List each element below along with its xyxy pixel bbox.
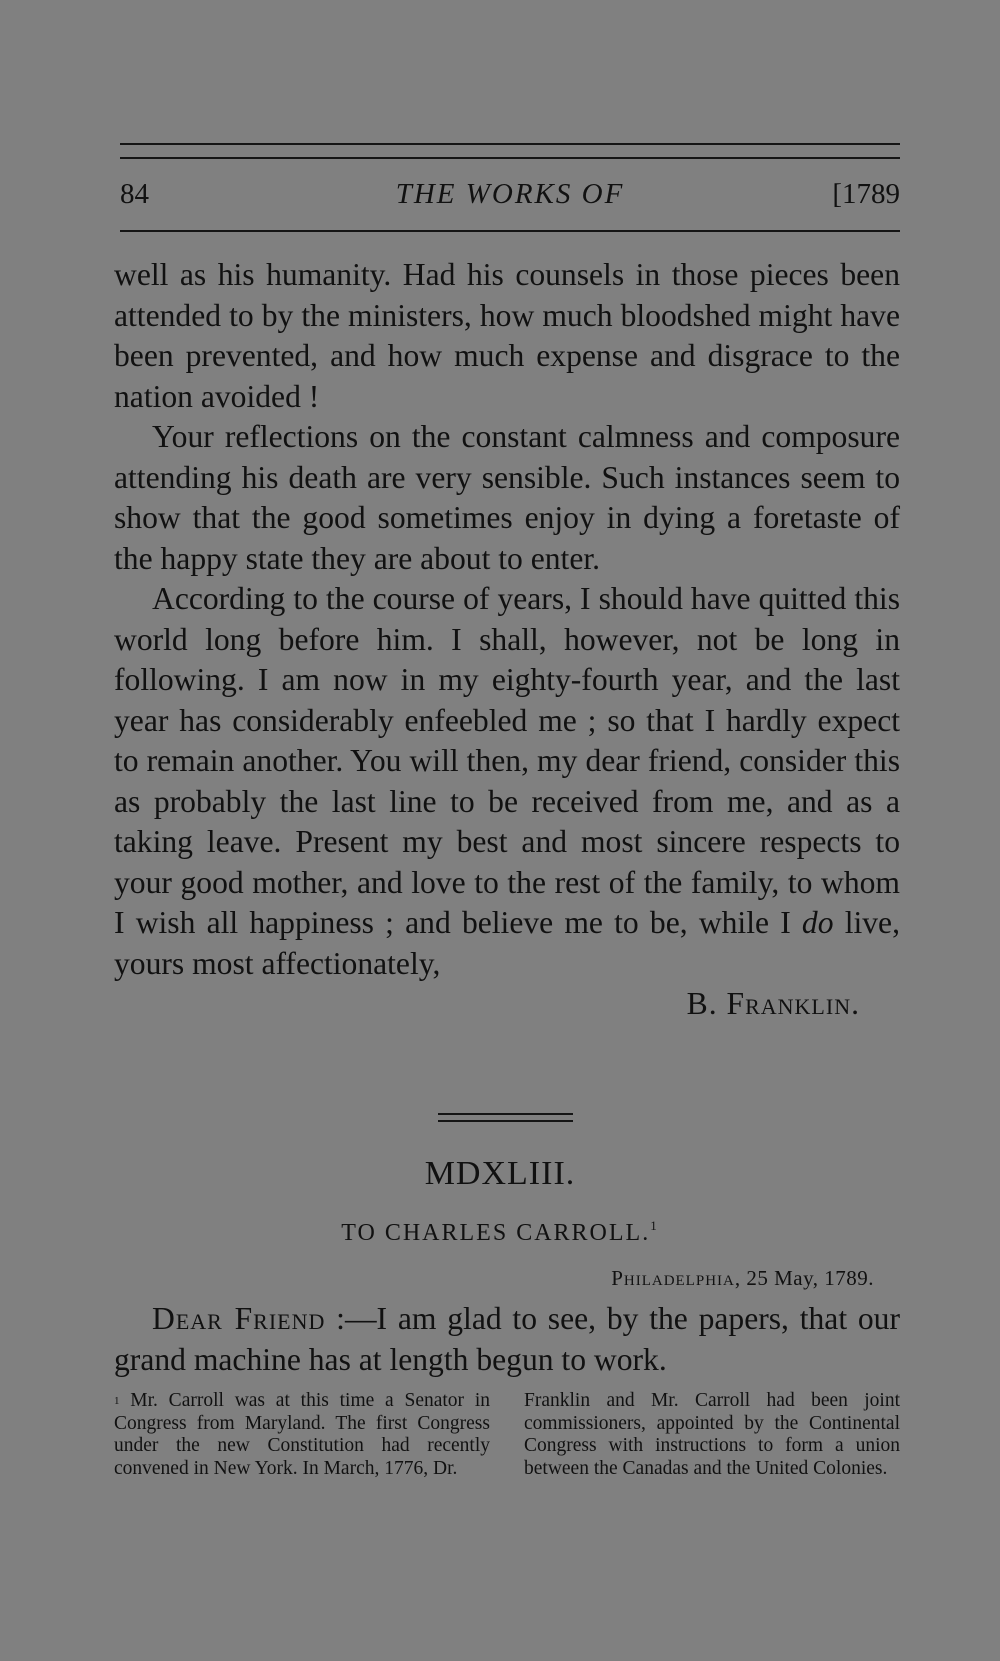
top-rule-secondary (120, 157, 900, 159)
paragraph (114, 579, 900, 984)
top-rule (120, 143, 900, 145)
new-letter-body (114, 1299, 900, 1380)
footnote-number: 1 (114, 1395, 120, 1407)
footnote-text: Mr. Carroll was at this time a Senator in Congress from Maryland. The first Congress under the new Constitution had recently convened in New York. In March, 1776, Dr. (114, 1390, 490, 1479)
dateline-place: Philadelphia (611, 1266, 735, 1290)
salutation: Dear Friend (152, 1301, 326, 1336)
dateline (611, 1266, 874, 1291)
footnote-left-column (114, 1390, 490, 1480)
paragraph: Your reflections on the constant calmness and composure attending his death are very sensible. Such instances seem to show that the good sometimes enjoy in dying a foretaste of the happy state they are about to enter. (114, 419, 900, 576)
header-rule (120, 230, 900, 232)
section-divider-secondary (438, 1120, 573, 1122)
letter-recipient: TO CHARLES CARROLL. (341, 1220, 651, 1246)
letter-number: MDXLIII. (424, 1155, 576, 1192)
emphasis-text: do (801, 905, 834, 940)
running-year: [1789 (832, 178, 900, 210)
paragraph-text: live, yours most affectionately, (114, 905, 900, 981)
signature-name: B. Franklin. (686, 986, 860, 1021)
letter-heading (0, 1220, 1000, 1247)
paragraph (114, 1299, 900, 1380)
footnote-right-column: Franklin and Mr. Carroll had been joint commissioners, appointed by the Continental Congress with instructions to form a union between the Canadas and the United Colonies. (524, 1390, 900, 1479)
running-title: THE WORKS OF (395, 178, 625, 210)
footnotes (114, 1390, 900, 1480)
dateline-date: , 25 May, 1789. (734, 1266, 874, 1290)
signature (114, 984, 900, 1025)
paragraph: well as his humanity. Had his counsels in those pieces been attended to by the ministers, how much bloodshed might have been prevented, and how much expense and disgrace to the nation avoided ! (114, 257, 900, 414)
section-divider (438, 1113, 573, 1115)
footnote-marker: 1 (650, 1218, 659, 1233)
paragraph-text: According to the course of years, I should have quitted this world long before him. I shall, however, not be long in following. I am now in my eighty-fourth year, and the last year has considerably enfeebled me ; so that I hardly expect to remain another. You will then, my dear friend, consider this as probably the last line to be received from me, and as a taking leave. Present my best and most sincere respects to your good mother, and love to the rest of the family, to whom I wish all happiness ; and believe me to be, while I (114, 581, 900, 940)
page-number: 84 (120, 178, 149, 210)
paragraph-text: :—I am glad to see, by the papers, that our grand machine has at length begun to work. (114, 1301, 900, 1377)
running-head (120, 174, 900, 214)
letter-continued-body (114, 255, 900, 1025)
